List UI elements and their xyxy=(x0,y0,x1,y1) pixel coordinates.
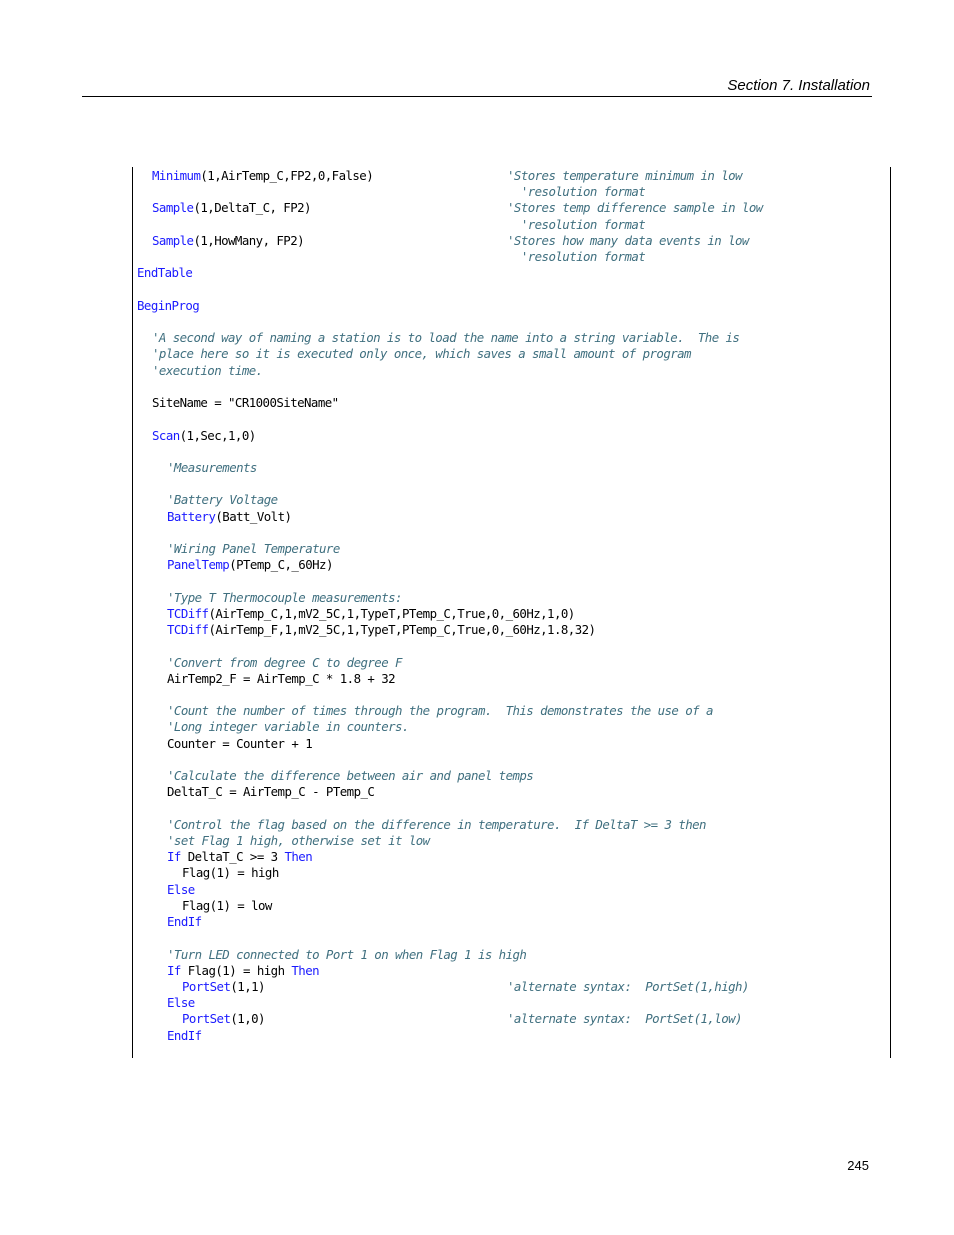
code-line xyxy=(182,865,279,881)
code-keyword: BeginProg xyxy=(137,297,200,313)
code-line xyxy=(167,817,706,833)
code-comment: 'Calculate the difference between air and panel temps xyxy=(167,768,534,784)
code-line xyxy=(152,200,311,216)
code-line xyxy=(167,460,257,476)
code-line xyxy=(152,233,304,249)
code-text: (1,0) xyxy=(230,1011,265,1027)
code-text: Flag(1) = high xyxy=(180,962,292,978)
code-line xyxy=(167,947,526,963)
code-line xyxy=(152,168,373,184)
code-inline-comment: 'Stores temp difference sample in low xyxy=(507,200,763,216)
code-text: (PTemp_C,_60Hz) xyxy=(229,557,333,573)
code-line xyxy=(182,898,272,914)
code-line xyxy=(167,736,312,752)
code-comment: 'Convert from degree C to degree F xyxy=(167,654,402,670)
code-line xyxy=(152,363,263,379)
code-text: AirTemp2_F = AirTemp_C * 1.8 + 32 xyxy=(167,670,396,686)
code-text: (AirTemp_F,1,mV2_5C,1,TypeT,PTemp_C,True,0,_60Hz,1.8,32) xyxy=(208,622,596,638)
code-keyword: Battery xyxy=(167,508,216,524)
code-text: DeltaT_C = AirTemp_C - PTemp_C xyxy=(167,784,375,800)
code-keyword: Then xyxy=(284,849,313,865)
code-line xyxy=(167,768,533,784)
code-text: (Batt_Volt) xyxy=(215,508,292,524)
code-line xyxy=(167,849,312,865)
code-keyword: Minimum xyxy=(152,168,201,183)
code-line xyxy=(167,671,395,687)
page-number: 245 xyxy=(847,1158,869,1173)
code-comment: 'Battery Voltage xyxy=(167,492,278,508)
code-line xyxy=(167,509,291,525)
code-keyword: PortSet xyxy=(182,979,231,994)
code-text: Flag(1) = low xyxy=(182,897,272,913)
code-comment: 'execution time. xyxy=(152,362,263,378)
code-line xyxy=(167,541,340,557)
code-keyword: Else xyxy=(167,881,195,897)
code-comment: 'A second way of naming a station is to load the name into a string variable. The is xyxy=(152,330,740,346)
code-comment: 'set Flag 1 high, otherwise set it low xyxy=(167,833,430,849)
code-line xyxy=(137,298,199,314)
code-line xyxy=(182,1011,265,1027)
code-comment: 'Control the flag based on the difference in temperature. If DeltaT >= 3 then xyxy=(167,816,706,832)
code-text: (1,1) xyxy=(230,979,265,994)
code-comment: 'Type T Thermocouple measurements: xyxy=(167,589,402,605)
code-comment: 'Count the number of times through the program. This demonstrates the use of a xyxy=(167,703,713,719)
code-keyword: PanelTemp xyxy=(167,557,230,573)
code-inline-comment: 'alternate syntax: PortSet(1,low) xyxy=(507,1011,742,1027)
code-keyword: Scan xyxy=(152,427,180,443)
code-comment: 'Measurements xyxy=(167,459,257,475)
code-line xyxy=(167,492,278,508)
code-line xyxy=(182,979,265,995)
code-text: (AirTemp_C,1,mV2_5C,1,TypeT,PTemp_C,True,0,_60Hz,1,0) xyxy=(208,605,575,621)
code-keyword: EndIf xyxy=(167,1027,202,1043)
code-keyword: EndIf xyxy=(167,914,202,930)
code-line xyxy=(152,395,339,411)
code-keyword: EndTable xyxy=(137,265,193,281)
code-keyword: PortSet xyxy=(182,1011,231,1027)
code-inline-comment: 'Stores temperature minimum in low xyxy=(507,168,742,183)
code-line xyxy=(152,346,691,362)
code-text: (1,AirTemp_C,FP2,0,False) xyxy=(200,168,374,183)
code-line xyxy=(167,590,402,606)
code-keyword: Sample xyxy=(152,200,194,216)
code-comment: 'Wiring Panel Temperature xyxy=(167,541,340,557)
code-line xyxy=(167,963,319,979)
page-header xyxy=(82,76,872,97)
code-line xyxy=(167,833,430,849)
code-line xyxy=(137,265,192,281)
code-inline-comment: 'Stores how many data events in low xyxy=(507,232,749,248)
code-line xyxy=(167,784,374,800)
code-line xyxy=(167,606,575,622)
code-comment: 'place here so it is executed only once, which saves a small amount of program xyxy=(152,346,691,362)
code-line xyxy=(167,995,195,1011)
code-keyword: If xyxy=(167,849,181,865)
code-line xyxy=(167,557,333,573)
code-text: (1,DeltaT_C, FP2) xyxy=(193,200,311,216)
code-text: (1,Sec,1,0) xyxy=(179,427,256,443)
code-line xyxy=(167,719,409,735)
code-line xyxy=(167,882,195,898)
code-inline-comment: 'resolution format xyxy=(507,184,646,200)
code-comment: 'Turn LED connected to Port 1 on when Flag 1 is high xyxy=(167,946,527,962)
code-inline-comment: 'alternate syntax: PortSet(1,high) xyxy=(507,979,749,994)
code-keyword: Else xyxy=(167,995,195,1011)
code-text: DeltaT_C >= 3 xyxy=(180,849,285,865)
code-line xyxy=(167,655,402,671)
code-line xyxy=(152,428,256,444)
section-title: Section 7. Installation xyxy=(727,77,870,94)
code-inline-comment: 'resolution format xyxy=(507,216,646,232)
code-line xyxy=(167,1028,202,1044)
code-comment: 'Long integer variable in counters. xyxy=(167,719,409,735)
code-keyword: Sample xyxy=(152,232,194,248)
code-line xyxy=(167,914,202,930)
code-keyword: If xyxy=(167,962,181,978)
code-text: Flag(1) = high xyxy=(182,865,279,881)
code-keyword: TCDiff xyxy=(167,605,209,621)
code-text: SiteName = "CR1000SiteName" xyxy=(152,395,339,411)
code-inline-comment: 'resolution format xyxy=(507,249,646,265)
code-keyword: Then xyxy=(291,962,320,978)
code-text: (1,HowMany, FP2) xyxy=(193,232,305,248)
code-line xyxy=(167,703,713,719)
code-line xyxy=(167,622,595,638)
code-text: Counter = Counter + 1 xyxy=(167,735,313,751)
code-keyword: TCDiff xyxy=(167,622,209,638)
code-line xyxy=(152,330,739,346)
